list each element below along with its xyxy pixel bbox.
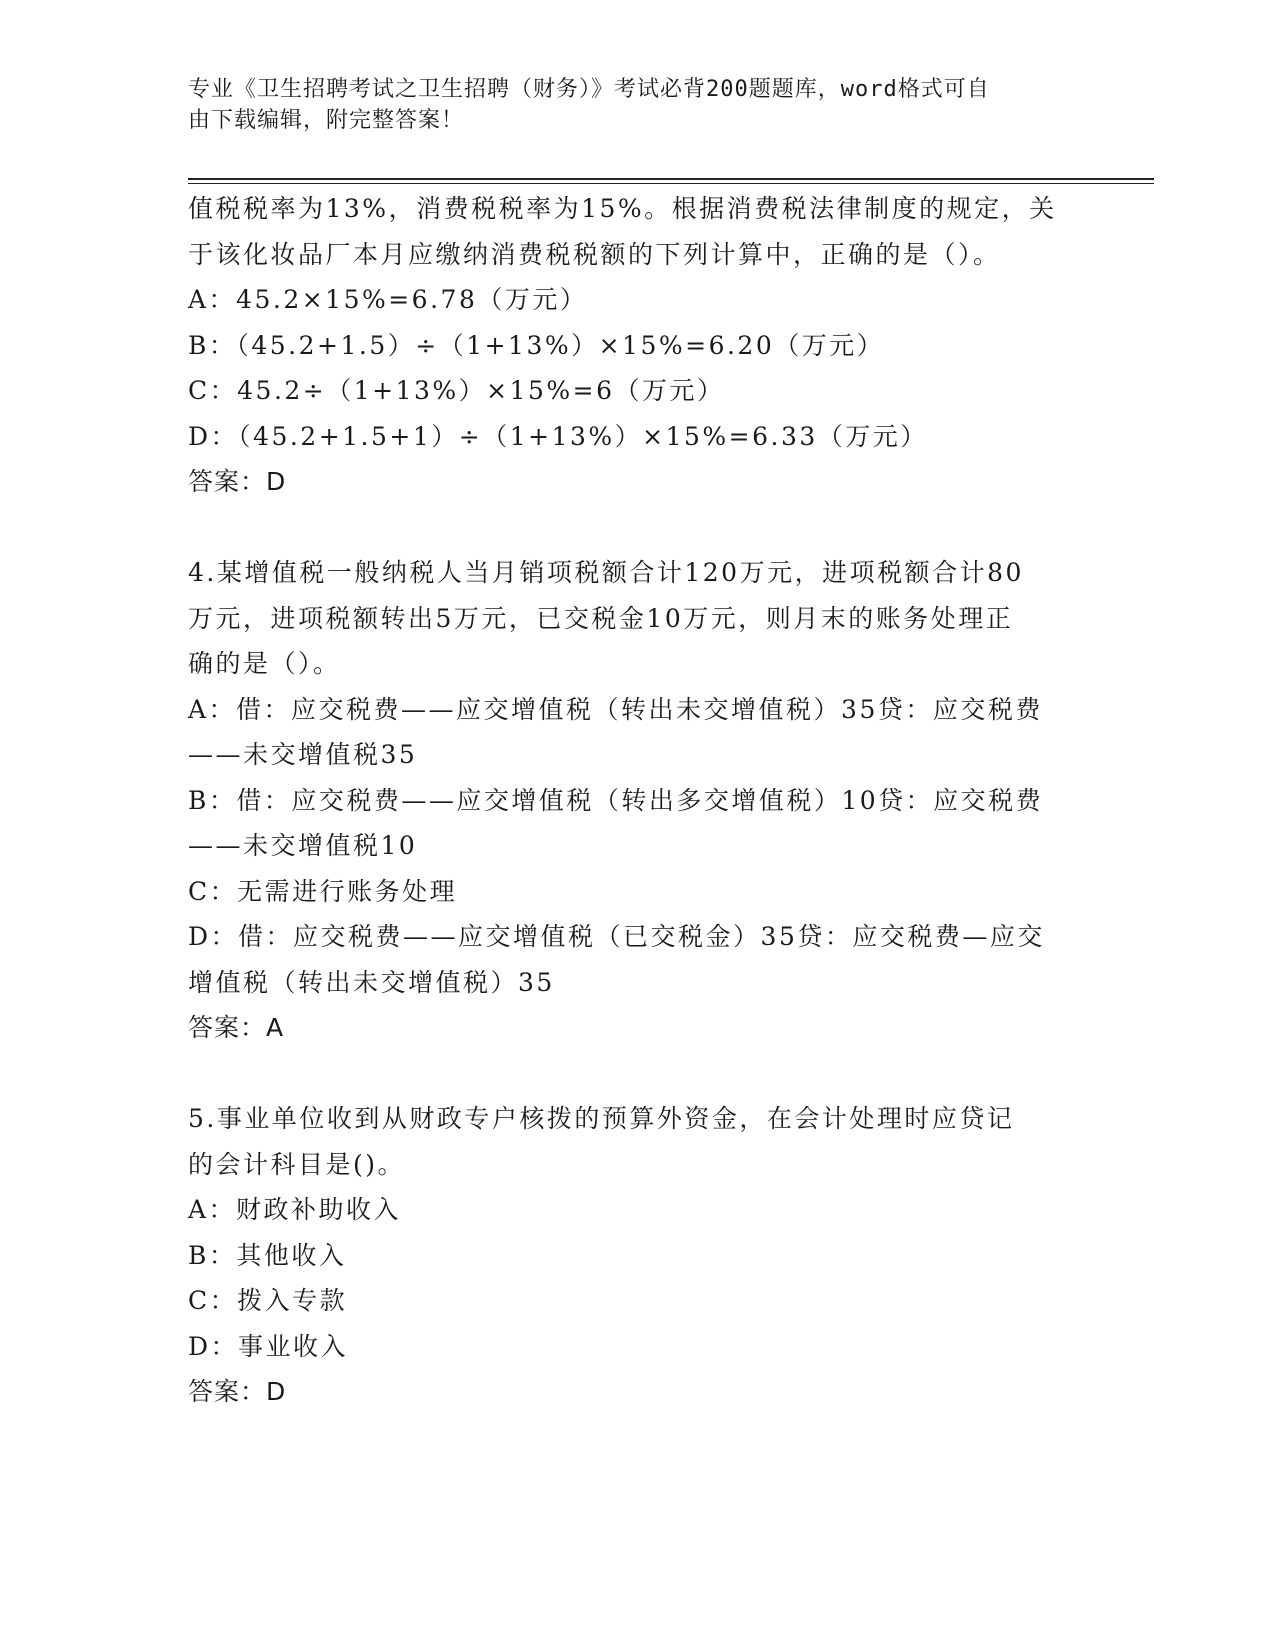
- spacer: [188, 1051, 1088, 1097]
- spacer: [188, 505, 1088, 551]
- question-5-option-d: D：事业收入: [188, 1331, 349, 1361]
- header-divider-thick: [188, 178, 1154, 180]
- question-4-answer: 答案：A: [188, 1013, 285, 1042]
- question-4-option-a-line-1: A：借：应交税费——应交增值税（转出未交增值税）35贷：应交税费: [188, 694, 1043, 724]
- question-3-option-a: A：45.2×15%=6.78（万元）: [188, 285, 588, 314]
- question-3-option-b: B：（45.2+1.5）÷（1+13%）×15%=6.20（万元）: [188, 330, 885, 360]
- header-title-line-1: 专业《卫生招聘考试之卫生招聘（财务）》考试必背200题题库，word格式可自: [188, 77, 990, 102]
- question-4: [188, 550, 1088, 1051]
- question-4-option-b-line-1: B：借：应交税费——应交增值税（转出多交增值税）10贷：应交税费: [188, 785, 1044, 815]
- question-3: [188, 186, 1088, 505]
- question-5-option-b: B：其他收入: [188, 1240, 347, 1270]
- question-4-option-c: C：无需进行账务处理: [188, 876, 458, 906]
- question-3-option-d: D：（45.2+1.5+1）÷（1+13%）×15%=6.33（万元）: [188, 421, 928, 451]
- question-4-option-d-line-2: 增值税（转出未交增值税）35: [188, 967, 555, 997]
- question-5-option-c: C：拨入专款: [188, 1286, 348, 1315]
- document-header: [188, 74, 1068, 136]
- header-title-line-2: 由下载编辑，附完整答案！: [188, 108, 465, 133]
- question-4-option-b-line-2: ——未交增值税10: [188, 831, 418, 860]
- question-4-option-a-line-2: ——未交增值税35: [188, 740, 418, 769]
- question-list: [188, 186, 1088, 1415]
- question-4-stem-line-1: 4.某增值税一般纳税人当月销项税额合计120万元，进项税额合计80: [188, 558, 1024, 587]
- question-4-stem-line-3: 确的是（）。: [188, 649, 341, 678]
- question-5-answer: 答案：D: [188, 1377, 287, 1406]
- question-3-stem-line-1: 值税税率为13%，消费税税率为15%。根据消费税法律制度的规定，关: [188, 194, 1057, 223]
- question-5-stem-line-2: 的会计科目是()。: [188, 1149, 406, 1179]
- question-4-option-d-line-1: D：借：应交税费——应交增值税（已交税金）35贷：应交税费—应交: [188, 922, 1045, 951]
- question-3-answer: 答案：D: [188, 467, 287, 496]
- question-4-stem-line-2: 万元，进项税额转出5万元，已交税金10万元，则月末的账务处理正: [188, 603, 1014, 633]
- question-5-stem-line-1: 5.事业单位收到从财政专户核拨的预算外资金，在会计处理时应贷记: [188, 1104, 1015, 1133]
- question-5: [188, 1096, 1088, 1415]
- question-5-option-a: A：财政补助收入: [188, 1195, 402, 1224]
- question-3-stem-line-2: 于该化妆品厂本月应缴纳消费税税额的下列计算中，正确的是（）。: [188, 239, 1001, 269]
- header-divider-thin: [188, 183, 1154, 184]
- question-3-option-c: C：45.2÷（1+13%）×15%=6（万元）: [188, 376, 725, 405]
